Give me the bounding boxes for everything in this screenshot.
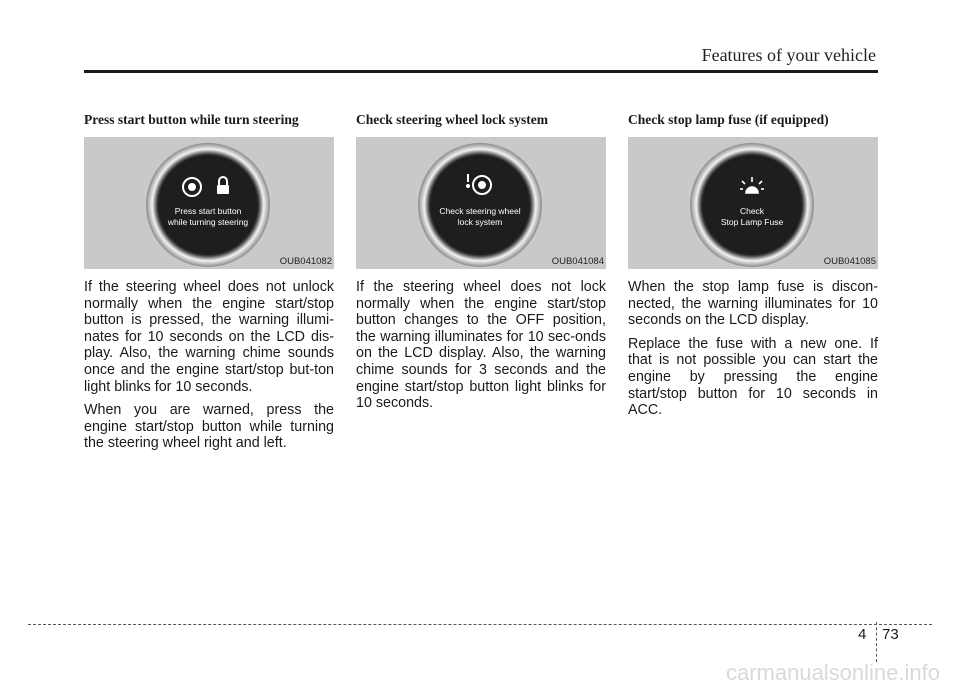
lcd-line-1: Press start button — [174, 206, 242, 216]
lcd-screen — [158, 155, 258, 255]
paragraph: When you are warned, press the engine start/stop button while turning the steering wheel right and left. — [84, 402, 334, 452]
paragraph: If the steering wheel does not lock normally when the engine start/stop button changes to the OFF position, the warning illuminates for 10 sec-onds on the LCD display. Also, the warning chime sounds for 3 seconds and the engine start/stop button light blinks for 10 seconds. — [356, 279, 606, 412]
section-steering-unlock — [84, 112, 334, 452]
page-header-title: Features of your vehicle — [701, 45, 876, 65]
watermark: carmanualsonline.info — [725, 660, 940, 685]
lcd-display-illustration — [356, 137, 606, 269]
figure-code: OUB041085 — [823, 256, 876, 267]
lcd-screen — [702, 155, 802, 255]
paragraph: If the steering wheel does not unlock normally when the engine start/stop button is pressed, the warning illumi-nates for 10 seconds on the LCD dis-play. Also, the warning chime sounds once and the engine start/stop but-ton light blinks for 10 seconds. — [84, 279, 334, 395]
paragraph: When the stop lamp fuse is discon-nected, the warning illuminates for 10 seconds on the LCD display. — [628, 279, 878, 329]
section-heading: Press start button while turn steering — [84, 112, 299, 127]
figure-code: OUB041082 — [279, 256, 332, 267]
section-stop-lamp-fuse — [628, 112, 878, 419]
page-number-divider — [876, 622, 877, 662]
lcd-display-illustration — [84, 137, 334, 269]
lcd-display-illustration — [628, 137, 878, 269]
figure-code: OUB041084 — [551, 256, 604, 267]
lcd-warning-figure — [628, 137, 878, 269]
lcd-warning-figure — [84, 137, 334, 269]
header-rule — [84, 70, 878, 73]
lcd-screen — [430, 155, 530, 255]
lcd-warning-figure — [356, 137, 606, 269]
lcd-line-1: Check — [739, 206, 765, 216]
lcd-line-2: lock system — [457, 217, 503, 227]
page-number: 73 — [882, 626, 899, 643]
section-steering-lock — [356, 112, 606, 412]
lcd-line-1: Check steering wheel — [439, 206, 521, 216]
paragraph: Replace the fuse with a new one. If that is not possible you can start the engine by pressing the engine start/stop button for 10 seconds in ACC. — [628, 335, 878, 419]
chapter-number: 4 — [858, 626, 867, 643]
lcd-line-2: while turning steering — [167, 217, 249, 227]
footer-rule — [28, 624, 932, 625]
lcd-line-2: Stop Lamp Fuse — [720, 217, 784, 227]
section-heading: Check steering wheel lock system — [356, 112, 548, 127]
section-heading: Check stop lamp fuse (if equipped) — [628, 112, 829, 127]
